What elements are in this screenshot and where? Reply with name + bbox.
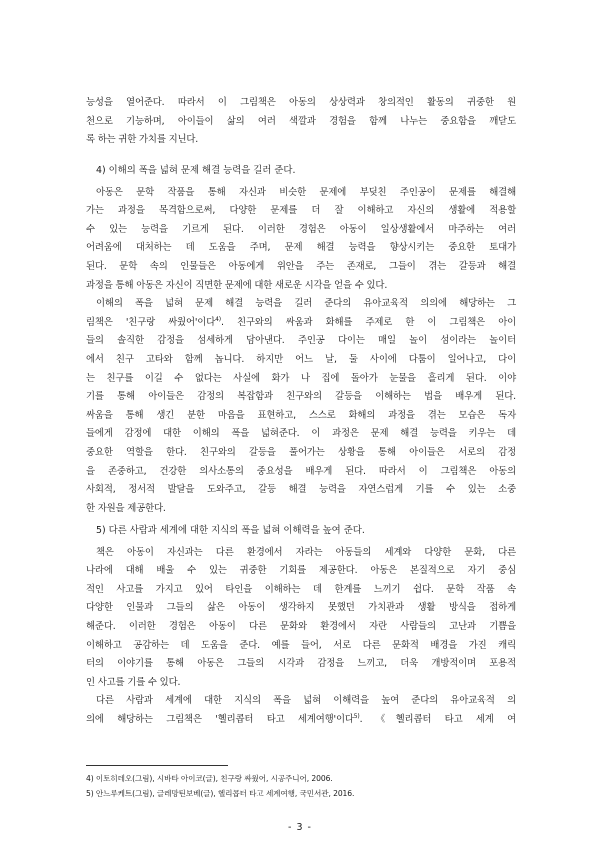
text-span: 의에 해당하는 그림책은 '헬리콥터 타고 세계여행'이다 [86,713,354,725]
text-line: 아동은 문학 작품을 통해 자신과 비슷한 문제에 부딪친 주인공이 문제를 해결해 [96,186,516,198]
text-line: 된다. 문학 속의 인물들은 아동에게 위안을 주는 존재로, 그들이 겪는 갈등과 해결 [86,260,516,272]
text-line: 천으로 기능하며, 아이들이 삶의 여러 색깔과 경험을 함께 나누는 중요함을 깨닫도 [86,115,516,127]
text-line: 기를 통해 아이들은 감정의 복잡함과 친구와의 갈등을 이해하는 법을 배우게 된다. [86,391,516,403]
text-line [86,314,516,333]
text-line: 적인 사고를 가지고 있어 타인을 이해하는 데 한계를 느끼기 쉽다. 문학 작품 속 [86,583,516,595]
section-5-paragraph-1 [86,544,516,693]
text-line: 록 하는 귀한 가치를 지닌다. [86,134,199,146]
text-line: 이해하고 공감하는 데 도움을 준다. 예를 들어, 서로 다른 문화적 배경을 가진 캐릭 [86,639,516,651]
text-span: 림책은 '친구랑 싸웠어'이다 [86,316,216,328]
text-span: . 친구와의 싸움과 화해를 주제로 한 이 그림책은 아이 [220,316,517,328]
footnote-ref: 5) [353,712,360,720]
text-line: 수 있는 능력을 기르게 된다. 이러한 경험은 아동이 일상생활에서 마주하는 여러 [86,223,516,235]
footnote: 4) 이토히데오(그림), 시바타 아이코(글), 친구랑 싸웠어, 시공주니어, 2006. [86,774,333,783]
text-line: 해준다. 이러한 경험은 아동이 다른 문화와 환경에서 자란 사람들의 고난과 기쁨을 [86,620,516,632]
text-line: 다양한 인물과 그들의 삶은 아동이 생각하지 못했던 가치관과 생활 방식을 접하게 [86,602,516,614]
section-5 [86,522,516,730]
text-line: 인 사고를 기를 수 있다. [86,676,181,688]
section-heading: 5) 다른 사람과 세계에 대한 지식의 폭을 넓혀 이해력을 높여 준다. [96,525,365,536]
text-span: . 《헬리콥터 타고 세계 여 [359,713,516,725]
text-line: 어려움에 대처하는 데 도움을 주며, 문제 해결 능력을 향상시키는 중요한 토대가 [86,242,516,254]
text-line: 나라에 대해 배울 수 있는 귀중한 기회를 제공한다. 아동은 본질적으로 자기 중심 [86,565,516,577]
footnote: 5) 안느루케트(그림), 글레망틴보베(글), 헬리콥터 타고 세계여행, 국민서관, 2016. [86,789,355,798]
section-4-paragraph-1 [86,184,516,296]
text-line: 능성을 열어준다. 따라서 이 그림책은 아동의 상상력과 창의적인 활동의 귀중한 원 [86,97,516,108]
text-line: 이해의 폭을 넓혀 문제 해결 능력을 길러 준다의 유아교육적 의의에 해당하는 그 [96,298,516,310]
text-line [86,711,516,730]
section-4-paragraph-2 [86,295,516,518]
text-line: 터의 이야기를 통해 아동은 그들의 시각과 감정을 느끼고, 더욱 개방적이며 포용적 [86,658,516,670]
text-line: 다른 사람과 세계에 대한 지식의 폭을 넓혀 이해력을 높여 준다의 유아교육적 의 [96,695,516,707]
text-line: 는 친구를 이길 수 없다는 사실에 화가 나 집에 돌아가 눈물을 흘리게 된다. 이야 [86,372,516,384]
footnote-ref: 4) [215,315,221,323]
text-line: 싸움을 통해 생긴 분한 마음을 표현하고, 스스로 화해의 과정을 겪는 모습은 독자 [86,409,516,421]
text-line: 가는 과정을 목격함으로써, 다양한 문제를 더 잘 이해하고 자신의 생활에 적용할 [86,205,516,217]
text-line: 한 자원을 제공한다. [86,502,166,514]
footnote-divider [86,765,228,766]
text-line: 에서 친구 고타와 함께 놉니다. 하지만 어느 날, 둘 사이에 다툼이 일어나고, 다이 [86,353,516,365]
section-4 [86,162,516,518]
text-line: 들에게 감정에 대한 이해의 폭을 넓혀준다. 이 과정은 문제 해결 능력을 키우는 데 [86,428,516,440]
intro-paragraph [86,94,516,150]
page-number: - 3 - [288,822,312,833]
text-line: 중요한 역할을 한다. 친구와의 갈등을 풀어가는 상황을 통해 아이들은 서로의 감정 [86,446,516,458]
text-line: 사회적, 정서적 발달을 도와주고, 갈등 해결 능력을 자연스럽게 기를 수 있는 소중 [86,484,516,496]
text-line: 을 존중하고, 건강한 의사소통의 중요성을 배우게 된다. 따라서 이 그림책은 아동의 [86,465,516,477]
text-line: 책은 아동이 자신과는 다른 환경에서 자라는 아동들의 세계와 다양한 문화, 다른 [96,546,516,558]
text-line: 들의 솔직한 감정을 섬세하게 담아낸다. 주인공 다이는 매일 놀이 섬이라는 놀이터 [86,335,516,347]
text-line: 과정을 통해 아동은 자신이 직면한 문제에 대한 새로운 시각을 얻을 수 있다. [86,279,388,291]
footnotes [86,771,516,801]
section-5-paragraph-2 [86,692,516,729]
section-heading: 4) 이해의 폭을 넓혀 문제 해결 능력을 길러 준다. [96,165,296,176]
